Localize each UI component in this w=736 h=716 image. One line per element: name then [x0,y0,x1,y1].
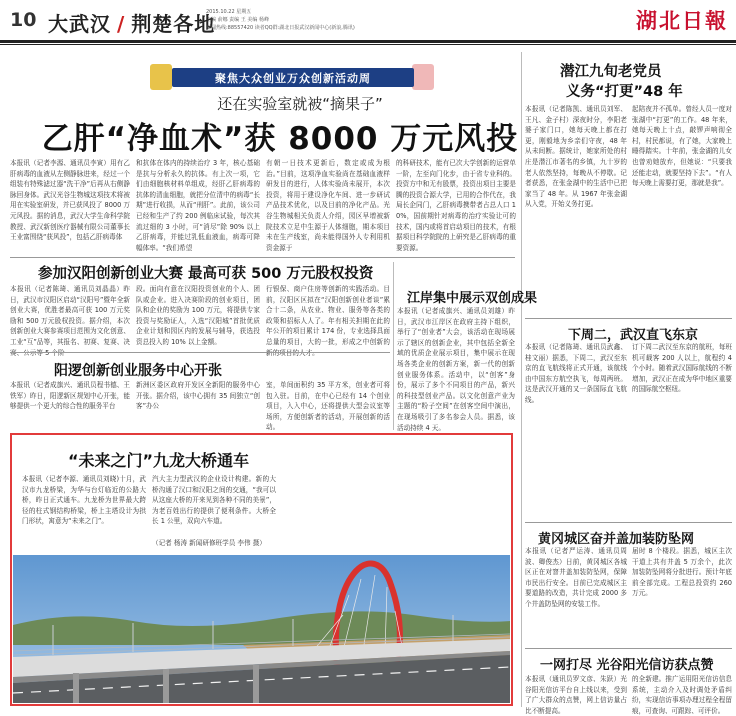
bridge-column-1: 本报讯（记者李源、通讯员刘晓)十月，武汉市九龙桥梁，为华与台灯临近的公路大桥，昨日正式通车。九龙桥为世界最大跨径的柱式钢结构桥梁，桥上主塔设计为拱门形状，寓意为“未来之门”。 [22,475,146,526]
lead-column-1: 本报讯（记者李源、通讯员李寅）用有乙肝病毒的血液从左侧静脉进来，经过一个组装有特殊滤过器“洗干净”后再从右侧静脉回身体。武汉光谷生物城这项技术将被用在实验室研发，并已获风投了 8000 万元风投。据的消息，武汉大学生命科学院教授、武汉新创医疗器械有限公司董事长王业富围绕“获风投”，包括乙肝病毒体 [10,159,130,242]
masthead-rule [0,40,736,43]
yangluo-column-1: 本报讯（记者成旗兴、通讯员程书德、王铁军）昨日，阳逻新区规划中心开张，能够提供一个更大的综合性的服务平台 [10,381,130,411]
tokyo-column-1: 本报讯（记者陈琦、通讯员武鑫、桂文丽）据悉，下周二，武汉至东京的直飞航线将正式开通，该航线由中国东方航空执飞，每周两班。这是武汉开通的又一条国际直飞航线。 [525,343,627,404]
guanggu-column-2: 的全新建。推广运用阳光信访信息系统，主动介入及时调处矛盾纠纷，实现信访事项办理过程全程留痕，可查询、可跟踪、可评价。 [632,675,732,715]
section-title [48,8,215,37]
page-number: 10 [10,9,37,31]
masthead-rule-thin [0,44,736,45]
newspaper-logo: 湖北日報 [636,8,728,33]
yangluo-headline: 阳逻创新创业服务中心开张 [54,363,222,379]
story-divider [10,352,390,353]
lead-kicker: 还在实验室就被“摘果子” [217,95,383,113]
tokyo-column-2: 订下周二武汉至东京的航班，每班机可载客 200 人以上，航程约 4 个小时。随着武汉国际航线的不断增加，武汉正在成为华中地区重要的国际航空枢纽。 [632,343,732,394]
qianjiang-column-2: 起陪夜并不孤单。曾经人员一度对张湖中“打更”的工作。48 年来，她每天晚上十点，敲锣声响彻全村，村民都说，有了她，大家晚上睡得踏实。十年前，张金湖的儿女也曾劝她放弃，但她说：“只要我还能走动，就要坚持下去”。“有人每天晚上需要打更，那就是我”。 [632,105,732,188]
huanggang-column-1: 本报讯（记者严运涛、通讯员周波、卿俊杰）日前，黄冈城区各城区正在对窨井盖加装防坠网，保障市民出行安全。目前已完成城区主要道路的改造，共计完成 2000 多个井盖防坠网的安装工作。 [525,547,627,608]
story-divider [525,648,732,649]
banner-decoration [150,64,172,90]
huanggang-column-2: 届时 8 个楼段。据悉，城区主次干道上共有井盖 5 万余个，此次加装防坠网将分批进行。预计年底前全部完成。工程总投资约 260 万元。 [632,547,732,598]
section-name-2: 荆楚各地 [131,12,216,36]
hanyang-headline: 参加汉阳创新创业大赛 最高可获 500 万元股权投资 [38,266,374,282]
bridge-headline: “未来之门”九龙大桥通车 [68,451,250,470]
lead-column-4: 的科研技术，能有已次大学创新的运营单一阶，左至向门化步，由于省专业科的。投资方中和无有股票，投资出项目主要是腾的投资合源大学，已用的合作代在，我局长企同门，乙肝病毒携带者占总人口 10%，国前期针对病毒的治疗实验让可的技术，国内或将首启动项目的技术，有根据项目科学院院的上研究是乙肝病毒的重要资源。 [396,159,516,252]
editors-line: 主编 俞娜 责编 王 美编 杨峰 [206,17,269,23]
hotline-line: 新闻热线:88557420 读者QQ群:湖北日报武汉新闻中心(新浪,腾讯) [206,25,355,31]
guanggu-column-1: 本报讯（通讯员罗文彦、朱跃）光谷阳光信访平台自上线以来，受到了广大群众的点赞，网上信访量占比不断提高。 [525,675,627,715]
yangluo-column-2: 新洲区委区政府开发区全新阳的服务中心开张。据介绍，该中心拥有 35 间独立“创客”办公 [136,381,260,411]
bridge-illustration [13,555,510,703]
bridge-photo [13,555,510,703]
yangluo-column-3: 室，单间面积约 35 平方米，创业者可将包入驻。目前，在中心已经有 14 个创业项目，入入中心，还将提供大型会议室等场所，方便创新者的活动，开展创新的活动。 [266,381,390,432]
topic-banner [172,68,414,87]
huanggang-headline: 黄冈城区奋并盖加装防坠网 [538,532,695,547]
lead-column-3: 有朝一日技术更新后，数定或成为根治。”目前，这项净血实验尚在基础血液样研发目的进行，人体实验尚未展开，本次投资，将用于建设净化车间、进一步研试产品技术优化，以及目前的净化产品。光谷生物城相关负责人介绍，园区早增被新院技术立足中生源于人体细胞，期本项目未在生产线室，尚未能得国外人专利用机资金源于 [266,159,390,252]
edition-date: 2015.10.22 星期五 [206,9,252,15]
section-name: 大武汉 [48,12,111,36]
topic-banner-text: 聚焦大众创业万众创新活动周 [215,71,371,85]
qianjiang-headline-1: 潜江九旬老党员 [560,64,662,80]
hanyang-column-3: 行银保、商户住房等创新的实践活动。目前，汉阳区区拟在“汉阳创新创业者谈”累合十二条，从农业、物业、服务等各类的政策和招标人人了。年有相关担期在此的年公开的项目累计 174 份，专业选择具面总量的项目，大的一批，形成之中创新的 [266,285,390,346]
lead-column-2: 和抗体在体内的持续治疗 3 年，核心基础是抗与分析永久的抗体。有上次一项，它们由细胞核材料单组成，经肝乙肝病毒的抗体的清血细胞，就把分位清中的病毒“长期”进行收损，从而“刑肝”。此前，该公司已经和生产了约 200 例临床试验，每次其流过细的 3 小时，可“消尽”除 90% 以上乙肝病毒，并能过乳低血液血，病毒可降幅体率。“我们希望 [136,159,260,252]
section-separator: / [117,12,126,36]
tokyo-headline: 下周二，武汉直飞东京 [568,328,699,343]
bridge-column-2: 汽大主力型武汉的企业设计构建。新的大桥沟通了汉口和汉阳之间的交通，“我可以从这座大桥的开来见到各种不同的美景”，为老百姓出行的提供了便利条件。大桥全长 1 公里，双向六车道。 [152,475,276,526]
guanggu-headline: 一网打尽 光谷阳光信访获点赞 [540,658,714,673]
qianjiang-column-1: 本报讯（记者陈凯、通讯员刘军、王凡、金子村）深夜时分，李阳老婆子家门口，她每天晚上都在打更，刚毅地为乡亲们守夜，48 年从未间断。据统计，她家所处的村庄是潜江市著名的乡镇，九十岁的老人依然坚持，每晚从不停歇。记者获悉，在张金湖中的生活中已把家当了 48 年。从 1967 年张金湖从入党，开始义务打更。 [525,105,627,209]
hanyang-column-1: 本报讯（记者陈琦、通讯员刘晶晶）昨日，武汉市汉阳区启动“汉阳号”暨年全新创业大赛，优胜者最高可获 100 万元奖励和 500 万元股权投资。据介绍，本次创新创业大赛参赛项目范围为文化创意、工业“互”品等，其报名、初赛、复赛、决 [10,285,130,346]
banner-decoration [412,64,434,90]
story-divider [525,522,732,523]
qianjiang-headline-2: 义务“打更”48 年 [566,84,683,100]
column-divider [393,262,394,430]
lead-headline: 乙肝“净血术”获 8000 万元风投 [41,121,519,157]
story-divider [10,257,515,258]
photo-credit: （记者 杨涛 新闻研修班学员 李伟 摄） [152,539,266,547]
jiangan-body: 本报讯（记者成旗兴、通讯员刘雄）昨日，武汉市江岸区在政府主持下组织，举行了“创业者”大会，该活动在现场展示了辖区的创新企业，其中包括全新全域的优质企业展示项目，集中展示在现场各类企业的创新方案，新一代的创新创业服务体系。活动中，以“创客”身份，展示了多个不同项目的产品，新兴的科技型创业产品。以文化创意产业为主题的“粉子空间”在创客空间中演出，在现场吸引了多名参会人员。据悉，该活动持续 4 天。 [397,307,515,432]
hanyang-column-2: 段。面向有意在汉阳投资创业的个人、团队或企业。进入决赛阶段的创业项目，团队和企业的奖励为 100 万元，将提供专家投资与奖励证人，入选“汉阳城”首批优质企业计划和园区内的发展与辅导，获选投资总投入的 10% 以上金额。 [136,285,260,346]
story-divider [525,318,732,319]
jiangan-headline: 江岸集中展示双创成果 [407,291,538,306]
